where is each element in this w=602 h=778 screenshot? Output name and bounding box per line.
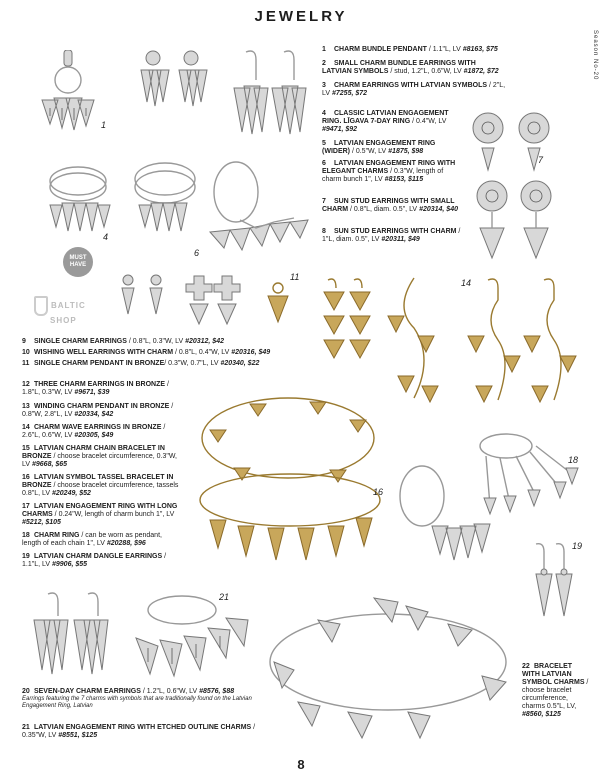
item-4: 4 CLASSIC LATVIAN ENGAGEMENT RING. LĪGAVA 7-DAY RING / 0.4"W, LV #9471, $92 — [322, 110, 449, 133]
item-9: 9 SINGLE CHARM EARRINGS / 0.8"L, 0.3"W, LV #20312, $42 — [22, 338, 224, 345]
item-14: 14 CHARM WAVE EARRINGS IN BRONZE / 2.6"L, 0.6"W, LV #20305, $49 — [22, 424, 166, 439]
page-number: 8 — [297, 757, 305, 772]
item-7: 7 SUN STUD EARRINGS WITH SMALL CHARM / 0.8"L, diam. 0.5", LV #20314, $40 — [322, 198, 458, 213]
figure-number: 14 — [461, 278, 472, 288]
baltic-shop-logo: BALTIC SHOP — [34, 296, 86, 325]
item-13: 13 WINDING CHARM PENDANT IN BRONZE / 0.8"W, 2.8"L, LV #20334, $42 — [22, 403, 174, 418]
figure-number: 7 — [538, 155, 544, 165]
item-1: 1 CHARM BUNDLE PENDANT / 1.1"L, LV #8163, $75 — [322, 46, 498, 53]
wider-engagement-ring-image — [125, 155, 209, 235]
small-charm-bundle-earrings-image — [137, 50, 209, 110]
charm-ring-image — [470, 426, 582, 516]
must-have-badge: MUST HAVE — [63, 247, 93, 277]
item-15: 15 LATVIAN CHARM CHAIN BRACELET IN BRONZE / choose bracelet circumference, 0.3"W, LV #9668, $65 — [22, 445, 177, 468]
item-11: 11 SINGLE CHARM PENDANT IN BRONZE/ 0.3"W, 0.7"L, LV #20340, $22 — [22, 360, 260, 367]
figure-number: 11 — [290, 272, 300, 282]
latvian-symbol-charm-bracelet-image — [258, 592, 520, 742]
item-12: 12 THREE CHARM EARRINGS IN BRONZE / 1.8"L, 0.3"W, LV #9671, $39 — [22, 381, 169, 396]
item-22: 22 BRACELET WITH LATVIAN SYMBOL CHARMS / choose bracelet circumference, charms 0.5"L, LV, #8560, $125 — [522, 663, 589, 718]
figure-number: 21 — [219, 592, 230, 602]
charm-earrings-latvian-symbols-image — [228, 48, 308, 138]
seven-day-charm-earrings-image — [28, 590, 112, 682]
item-5: 5 LATVIAN ENGAGEMENT RING (WIDER) / 0.5"W, LV #1875, $98 — [322, 140, 436, 155]
engagement-ring-elegant-charms-image — [200, 158, 312, 254]
page-title: JEWELRY — [254, 8, 348, 25]
figure-number: 6 — [194, 248, 200, 258]
item-8: 8 SUN STUD EARRINGS WITH CHARM / 1"L, diam. 0.5", LV #20311, $49 — [322, 228, 461, 243]
figure-number: 4 — [103, 232, 109, 242]
figure-number: 19 — [572, 541, 583, 551]
figure-number: 18 — [568, 455, 579, 465]
item-6: 6 LATVIAN ENGAGEMENT RING WITH ELEGANT CHARMS / 0.3"W, length of charm bunch 1", LV #8153, $115 — [322, 160, 456, 183]
item-20: 20 SEVEN-DAY CHARM EARRINGS / 1.2"L, 0.6"W, LV #8576, $88 Earrings featuring the 7 charms with symbols that are traditionally found on the Latvian Engagement Ring, Latvian — [22, 688, 258, 710]
item-19: 19 LATVIAN CHARM DANGLE EARRINGS / 1.1"L, LV #9906, $55 — [22, 553, 167, 568]
bronze-bracelets-image — [190, 390, 390, 570]
figure-number: 16 — [373, 487, 384, 497]
season-label: Season No-20 — [592, 30, 598, 81]
charm-dangle-earrings-image — [524, 542, 574, 630]
classic-engagement-ring-image — [40, 155, 122, 235]
item-16: 16 LATVIAN SYMBOL TASSEL BRACELET IN BRONZE / choose bracelet circumference, tassels 0.8"L, LV #20249, $52 — [22, 474, 179, 497]
item-21: 21 LATVIAN ENGAGEMENT RING WITH ETCHED OUTLINE CHARMS / 0.35"W, LV #8551, $125 — [22, 724, 256, 739]
item-20-note: Earrings featuring the 7 charms with symbols that are traditionally found on the Latvian Engagement Ring, Latvian — [22, 696, 252, 709]
sun-stud-earrings-charm-image — [472, 178, 558, 264]
item-2: 2 SMALL CHARM BUNDLE EARRINGS WITH LATVIAN SYMBOLS / stud, 1.2"L, 0.6"W, LV #1872, $72 — [322, 60, 499, 75]
item-3: 3 CHARM EARRINGS WITH LATVIAN SYMBOLS / 2"L, LV #7255, $72 — [322, 82, 506, 97]
charm-bundle-pendant-image — [32, 50, 107, 134]
item-17: 17 LATVIAN ENGAGEMENT RING WITH LONG CHARMS / 0.24"W, length of charm bunch 1", LV #5212, $105 — [22, 503, 178, 526]
item-18: 18 CHARM RING / can be worn as pendant, length of each chain 1", LV #20288, $96 — [22, 532, 162, 547]
item-10: 10 WISHING WELL EARRINGS WITH CHARM / 0.8"L, 0.4"W, LV #20316, $49 — [22, 349, 271, 356]
figure-number: 1 — [101, 120, 107, 130]
engagement-ring-etched-charms-image — [130, 588, 250, 684]
sun-stud-earrings-small-charm-image — [468, 108, 560, 178]
single-charm-and-wishing-well-earrings-image — [118, 274, 308, 330]
